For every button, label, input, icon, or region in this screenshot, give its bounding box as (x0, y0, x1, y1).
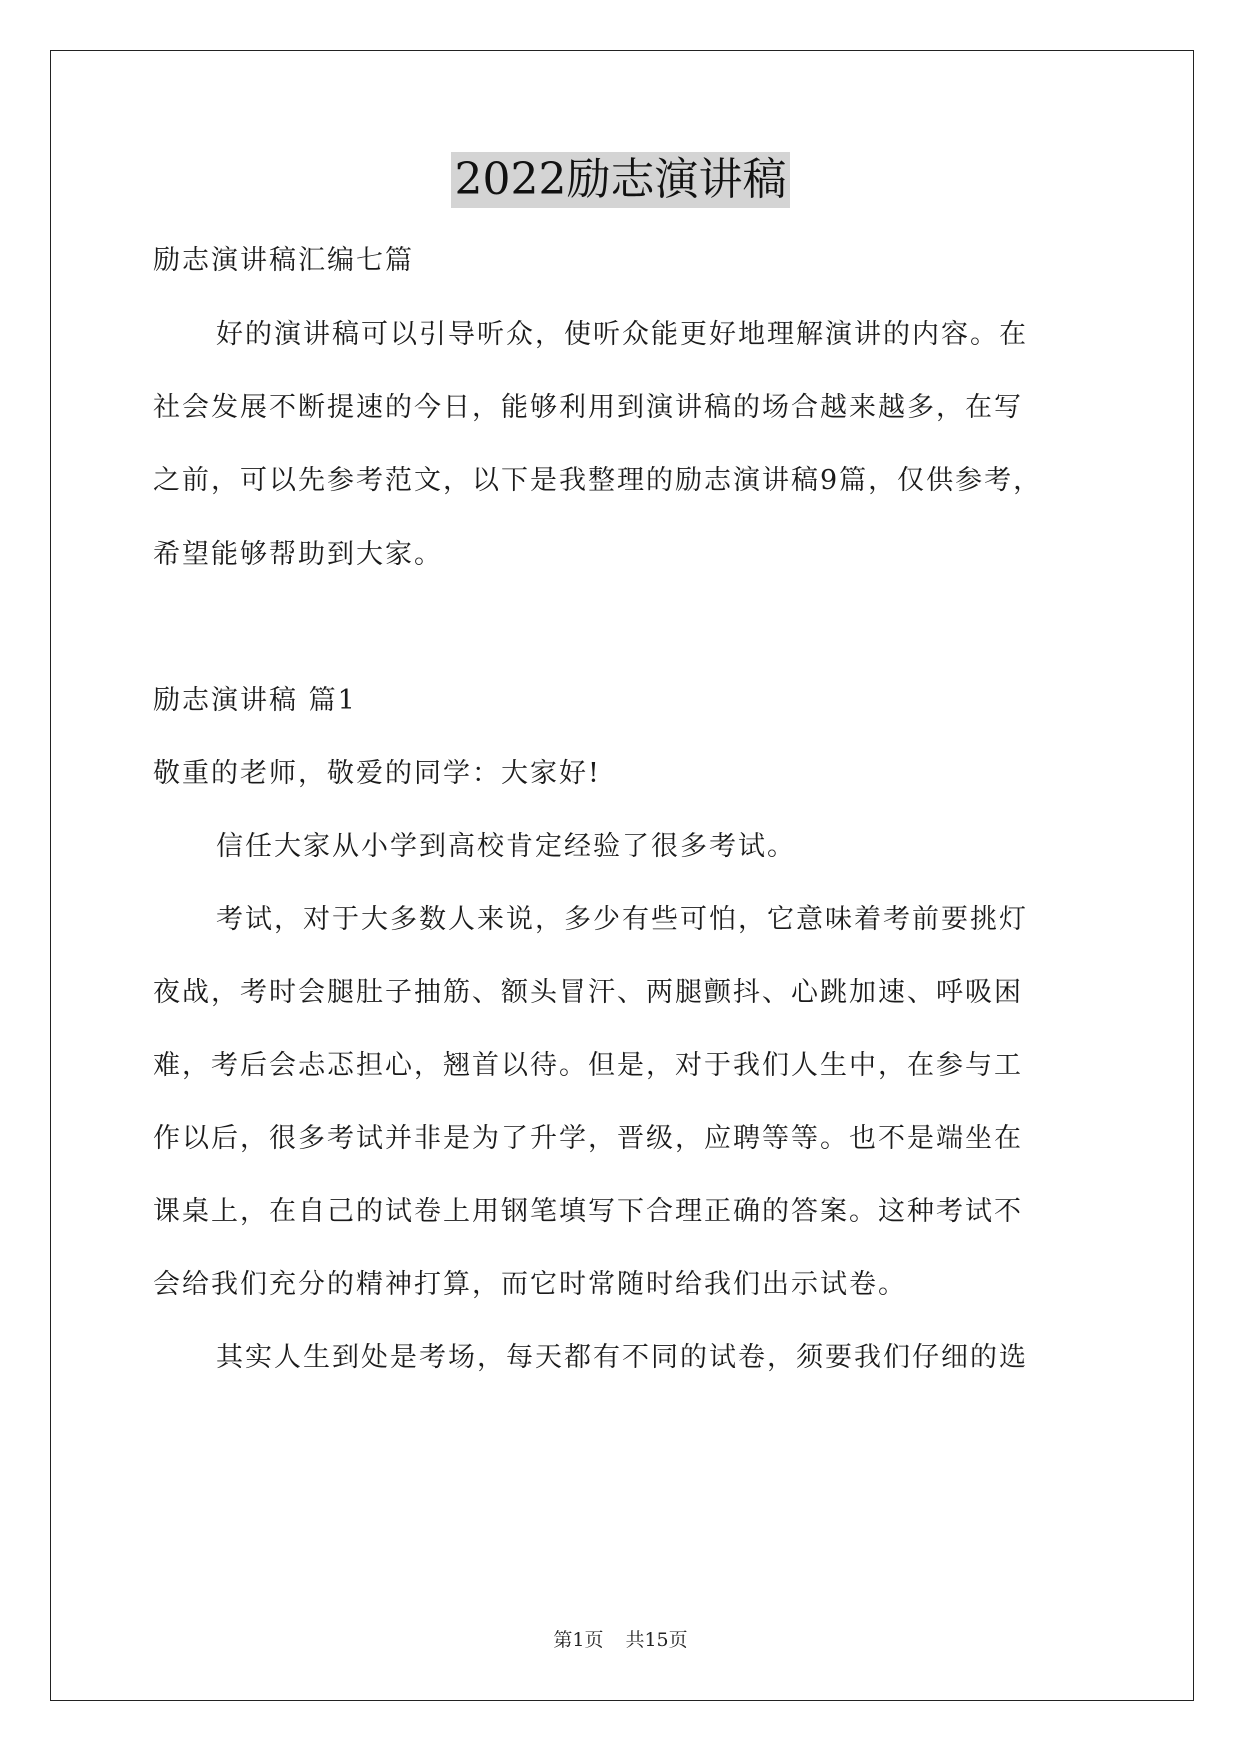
paragraph-line: 其实人生到处是考场，每天都有不同的试卷，须要我们仔细的选 (216, 1342, 1028, 1373)
salutation: 敬重的老师，敬爱的同学：大家好! (153, 758, 601, 789)
document-title: 2022励志演讲稿 (451, 152, 791, 208)
subtitle: 励志演讲稿汇编七篇 (153, 245, 414, 276)
paragraph-line: 之前，可以先参考范文，以下是我整理的励志演讲稿9篇，仅供参考， (153, 465, 1043, 496)
paragraph-line: 希望能够帮助到大家。 (153, 539, 443, 570)
title-container (0, 152, 1241, 208)
page-footer (0, 1628, 1241, 1652)
paragraph-line: 夜战，考时会腿肚子抽筋、额头冒汗、两腿颤抖、心跳加速、呼吸困 (153, 977, 1023, 1008)
paragraph-line: 社会发展不断提速的今日，能够利用到演讲稿的场合越来越多，在写 (153, 392, 1023, 423)
section-heading: 励志演讲稿 篇1 (153, 685, 357, 716)
paragraph-line: 好的演讲稿可以引导听众，使听众能更好地理解演讲的内容。在 (216, 319, 1028, 350)
page-number: 第1页 (553, 1629, 604, 1651)
page-border (50, 50, 1194, 1701)
paragraph-line: 难，考后会忐忑担心，翘首以待。但是，对于我们人生中，在参与工 (153, 1050, 1023, 1081)
page-total: 共15页 (625, 1629, 688, 1651)
paragraph-line: 考试，对于大多数人来说，多少有些可怕，它意味着考前要挑灯 (216, 904, 1028, 935)
paragraph-line: 会给我们充分的精神打算，而它时常随时给我们出示试卷。 (153, 1269, 907, 1300)
paragraph-line: 作以后，很多考试并非是为了升学，晋级，应聘等等。也不是端坐在 (153, 1123, 1023, 1154)
paragraph-line: 信任大家从小学到高校肯定经验了很多考试。 (216, 831, 796, 862)
paragraph-line: 课桌上，在自己的试卷上用钢笔填写下合理正确的答案。这种考试不 (153, 1196, 1023, 1227)
